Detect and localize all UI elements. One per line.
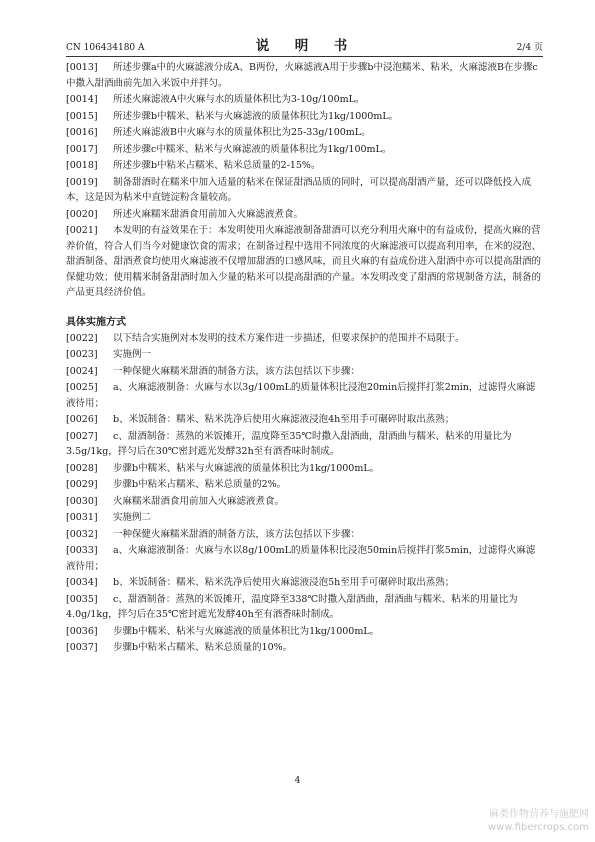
paragraph [66, 575, 543, 591]
paragraph-text: 火麻糯米甜酒食用前加入火麻滤液煮食。 [113, 495, 285, 507]
paragraph-text: 所述火麻糯米甜酒食用前加入火麻滤液煮食。 [113, 208, 304, 220]
paragraph-number: [0034] [66, 577, 98, 588]
paragraph-number: [0028] [66, 462, 98, 474]
page-title: 说 明 书 [255, 38, 354, 54]
paragraph [66, 527, 543, 543]
paragraph [66, 207, 543, 223]
paragraph-text: 所述步骤a中的火麻滤液分成A、B两份，火麻滤液A用于步骤b中浸泡糯米、粘米，火麻滤液B在步骤c中撒入甜酒曲前先加入米饭中并拌匀。 [66, 62, 538, 89]
paragraph-number: [0024] [66, 365, 98, 377]
paragraph-number: [0030] [66, 495, 98, 507]
paragraph-text: 实施例二 [113, 512, 152, 523]
paragraph [66, 109, 543, 125]
paragraph-text: 一种保健火麻糯米甜酒的制备方法，该方法包括以下步骤： [113, 528, 361, 540]
paragraph-number: [0029] [66, 479, 98, 490]
paragraph [66, 429, 543, 460]
paragraph-number: [0017] [66, 143, 98, 155]
paragraph [66, 347, 543, 363]
paragraph-text: 所述火麻滤液B中火麻与水的质量体积比为25-33g/100mL。 [113, 127, 371, 138]
paragraph-number: [0016] [66, 127, 98, 138]
watermark-title: 麻类作物营养与施肥网 [489, 809, 589, 820]
paragraph [66, 543, 543, 574]
paragraph-text: 制备甜酒时在糯米中加入适量的粘米在保证甜酒品质的同时，可以提高甜酒产量，还可以降低投入成本，这是因为粘米中直链淀粉含量较高。 [66, 176, 532, 203]
paragraph-text: 所述步骤c中糯米、粘米与火麻滤液的质量体积比为1kg/100mL。 [113, 143, 392, 155]
paragraph-number: [0027] [66, 430, 98, 442]
paragraph [66, 142, 543, 158]
paragraph-number: [0032] [66, 528, 98, 540]
paragraph [66, 92, 543, 108]
paragraph-text: 实施例一 [113, 349, 152, 360]
paragraph-number: [0026] [66, 414, 98, 425]
paragraph-number: [0025] [66, 382, 98, 393]
paragraph [66, 412, 543, 428]
paragraph-number: [0013] [66, 62, 98, 73]
paragraph-number: [0014] [66, 94, 98, 105]
paragraph-text: 一种保健火麻糯米甜酒的制备方法，该方法包括以下步骤： [113, 365, 361, 377]
paragraph-number: [0019] [66, 176, 98, 188]
paragraph [66, 331, 543, 347]
document-body [66, 60, 543, 657]
paragraph-number: [0022] [66, 332, 98, 344]
paragraph [66, 175, 543, 206]
page-indicator: 2/4 页 [516, 43, 543, 53]
paragraph [66, 380, 543, 411]
page-header [66, 34, 543, 57]
paragraph-text: 所述步骤b中糯米、粘米与火麻滤液的质量体积比为1kg/1000mL。 [113, 110, 399, 122]
paragraph [66, 60, 543, 91]
paragraph [66, 364, 543, 380]
paragraph-number: [0023] [66, 349, 98, 360]
paragraph-text: c、甜酒制备：蒸熟的米饭摊开，温度降至338℃时撒入甜酒曲，甜酒曲与糯米、粘米的用量比为4.0g/1kg，拌匀后在35℃密封遮光发酵40h至有酒香味时制成。 [66, 593, 518, 620]
paragraph [66, 223, 543, 301]
paragraph-text: 所述火麻滤液A中火麻与水的质量体积比为3-10g/100mL。 [113, 94, 365, 105]
paragraph-number: [0021] [66, 225, 98, 236]
paragraph-text: b、米饭制备：糯米、粘米洗净后使用火麻滤液浸泡4h至用手可碾碎时取出蒸熟； [113, 414, 455, 425]
paragraph-list-bottom [66, 331, 543, 656]
paragraph-list-top [66, 60, 543, 301]
watermark [488, 808, 589, 834]
paragraph-number: [0015] [66, 110, 98, 122]
patent-number: CN 106434180 A [66, 43, 145, 53]
paragraph-number: [0036] [66, 625, 98, 637]
paragraph-text: a、火麻滤液制备：火麻与水以3g/100mL的质量体积比浸泡20min后搅拌打浆2min，过滤得火麻滤液待用； [66, 382, 536, 409]
paragraph [66, 624, 543, 640]
paragraph [66, 510, 543, 526]
watermark-url: www.fibercrops.com [487, 822, 589, 833]
paragraph [66, 494, 543, 510]
paragraph-text: a、火麻滤液制备：火麻与水以8g/100mL的质量体积比浸泡50min后搅拌打浆5min，过滤得火麻滤液待用； [66, 545, 536, 572]
paragraph-text: 步骤b中糯米、粘米与火麻滤液的质量体积比为1kg/1000mL。 [113, 462, 380, 474]
paragraph-text: 所述步骤b中粘米占糯米、粘米总质量的2-15%。 [113, 160, 321, 171]
paragraph-number: [0033] [66, 545, 98, 556]
paragraph-text: 步骤b中粘米占糯米、粘米总质量的2%。 [113, 479, 287, 490]
paragraph-number: [0031] [66, 512, 98, 523]
paragraph-text: c、甜酒制备：蒸熟的米饭摊开，温度降至35℃时撒入甜酒曲，甜酒曲与糯米、粘米的用量比为3.5g/1kg，拌匀后在30℃密封遮光发酵32h至有酒香味时制成。 [66, 430, 512, 457]
paragraph-number: [0020] [66, 208, 98, 220]
paragraph [66, 461, 543, 477]
paragraph [66, 158, 543, 174]
paragraph-number: [0018] [66, 160, 98, 171]
paragraph-text: 步骤b中粘米占糯米、粘米总质量的10%。 [113, 642, 293, 653]
paragraph [66, 477, 543, 493]
paragraph-text: 步骤b中糯米、粘米与火麻滤液的质量体积比为1kg/1000mL。 [113, 625, 380, 637]
paragraph [66, 640, 543, 656]
paragraph-text: b、米饭制备：糯米、粘米洗净后使用火麻滤液浸泡5h至用手可碾碎时取出蒸熟； [113, 577, 455, 588]
paragraph-text: 以下结合实施例对本发明的技术方案作进一步描述，但要求保护的范围并不局限于。 [113, 332, 465, 344]
paragraph [66, 592, 543, 623]
paragraph-text: 本发明的有益效果在于：本发明使用火麻滤液制备甜酒可以充分利用火麻中的有益成份，提高火麻的营养价值，符合人们当今对健康饮食的需求；在制备过程中选用不同浓度的火麻滤液可以提高利用率，在米的浸泡、甜酒制备、甜酒煮食均使用火麻滤液不仅增加甜酒的口感风味，而且火麻的有益成份进入甜酒中亦可以提高甜酒的保健功效；使用糯米制备甜酒时加入少量的粘米可以提高甜酒的产量。本发明改变了甜酒的常规制备方法，制备的产品更具经济价值。 [66, 225, 542, 298]
section-heading: 具体实施方式 [66, 316, 126, 328]
paragraph-number: [0035] [66, 593, 98, 605]
paragraph [66, 125, 543, 141]
page-number: 4 [294, 776, 301, 786]
paragraph-number: [0037] [66, 642, 98, 653]
